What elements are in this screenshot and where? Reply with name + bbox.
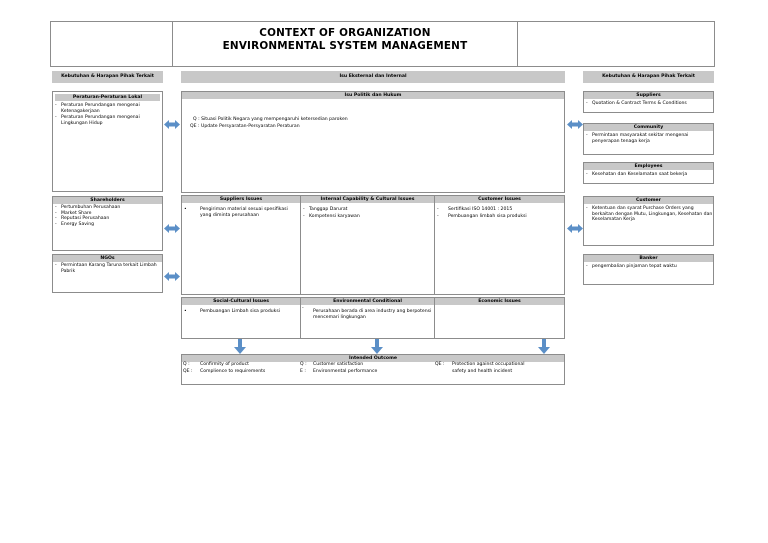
double-arrow-icon [164, 120, 180, 129]
down-arrow-icon [234, 339, 246, 355]
banker-box [583, 254, 714, 285]
list-item: - Pembuangan limbah sisa produksi [435, 214, 564, 220]
list-item: - Permintaan masyarakat sekitar mengenai penyerapan tenaga kerja [584, 133, 713, 144]
suppliers-box [583, 91, 714, 113]
double-arrow-icon [567, 120, 583, 129]
list-item: - Ketentuan dan syarat Purchase Orders yang berkaitan dengan Mutu, Lingkungan, Kesehatan dan Keselamatan Kerja [584, 206, 713, 223]
list-item: - Pertumbuhan Perusahaan [53, 205, 162, 211]
outcome-text: Confirmity of product [200, 362, 249, 367]
ngos-title: NGOs [53, 255, 162, 262]
title-line-1: CONTEXT OF ORGANIZATION [259, 27, 431, 39]
internal-issues-title: Internal Capability & Cultural Issues [301, 196, 434, 203]
outcome-text: Customer satisfaction [313, 362, 364, 367]
community-title: Community [584, 124, 713, 131]
shareholders-title: Shareholders [53, 197, 162, 204]
regulations-box [52, 91, 163, 192]
regulations-title: Peraturan-Peraturan Lokal [55, 94, 160, 101]
down-arrow-icon [371, 339, 383, 355]
environmental-item: Perusahaan berada di area industry ang berpotensi mencemari lingkungan [313, 309, 432, 320]
outcome-code: Q : [183, 362, 190, 367]
issues-grid [181, 195, 565, 295]
ngos-box [52, 254, 163, 293]
list-item: - pengembalian pinjaman tepat waktu [584, 264, 713, 270]
outcome-text: safety and health incident [452, 369, 513, 374]
double-arrow-icon [164, 224, 180, 233]
double-arrow-icon [164, 272, 180, 281]
employees-box [583, 162, 714, 184]
list-item: • Pembuangan Limbah sisa produksi [182, 309, 300, 315]
issues-row-2: Social-Cultural Issues • Pembuangan Limbah sisa produksi Environmental Conditional - Perusahaan berada di area industry ang berpotensi mencemari lingkungan Economic Issues [181, 297, 565, 339]
political-box [181, 91, 565, 193]
outcome-text: Complience to requirements [200, 369, 266, 374]
title-block [50, 21, 715, 67]
political-line-1: Q : Situasi Politik Negara yang mempengaruhi ketersedian paroken [193, 117, 348, 122]
list-item: - Market Share [53, 211, 162, 217]
outcome-code: QE : [435, 362, 445, 367]
outcome-code: Q : [300, 362, 307, 367]
banker-title: Banker [584, 255, 713, 262]
list-item: - Tanggap Darurat [301, 207, 434, 213]
list-item: - Quotation & Contract Terms & Conditions [584, 101, 713, 107]
intended-outcome-title: Intended Outcome [182, 355, 564, 362]
customer-box [583, 196, 714, 246]
political-title: Isu Politik dan Hukum [182, 92, 564, 99]
down-arrow-icon [538, 339, 550, 355]
list-item: - Energy Saving [53, 222, 162, 228]
double-arrow-icon [567, 224, 583, 233]
supplier-issues-title: Suppliers Issues [182, 196, 300, 203]
shareholders-box [52, 196, 163, 251]
outcome-code: E : [300, 369, 306, 374]
list-item: - Kesehatan dan Keselamatan saat bekerja [584, 172, 713, 178]
left-section-header: Kebutuhan & Harapan Pihak Terkait [52, 71, 163, 83]
outcome-text: Environmental performance [313, 369, 378, 374]
list-item: - Sertifikasi ISO 14001 : 2015 [435, 207, 564, 213]
suppliers-title: Suppliers [584, 92, 713, 99]
social-issues-title: Social-Cultural Issues [182, 298, 300, 305]
title-line-2: ENVIRONMENTAL SYSTEM MANAGEMENT [222, 40, 468, 52]
intended-outcome-box [181, 354, 565, 385]
list-item: - Permintaan Karang Taruna terkait Limbah Pabrik [53, 263, 162, 274]
political-line-2: QE : Update Persyaratan-Persyaratan Peraturan [190, 124, 300, 129]
list-item: - Peraturan Perundangan mengenai Ketenagakerjaan [53, 103, 162, 114]
customer-title: Customer [584, 197, 713, 204]
outcome-code: QE : [183, 369, 193, 374]
environmental-title: Environmental Conditional [301, 298, 434, 305]
community-box [583, 123, 714, 155]
list-item: - Kompetensi karyawan [301, 214, 434, 220]
outcome-text: Protection against occupational [452, 362, 525, 367]
list-item: • Pengiriman material sesuai spesifikasi yang diminta perusahaan [182, 207, 300, 218]
customer-issues-title: Customer Issues [435, 196, 564, 203]
right-section-header: Kebutuhan & Harapan Pihak Terkait [583, 71, 714, 83]
employees-title: Employees [584, 163, 713, 170]
center-section-header: Isu Eksternal dan Internal [181, 71, 565, 83]
economic-title: Economic Issues [435, 298, 564, 305]
list-item: - Peraturan Perundangan mengenai Lingkungan Hidup [53, 115, 162, 126]
list-item: - Reputasi Perusahaan [53, 216, 162, 222]
